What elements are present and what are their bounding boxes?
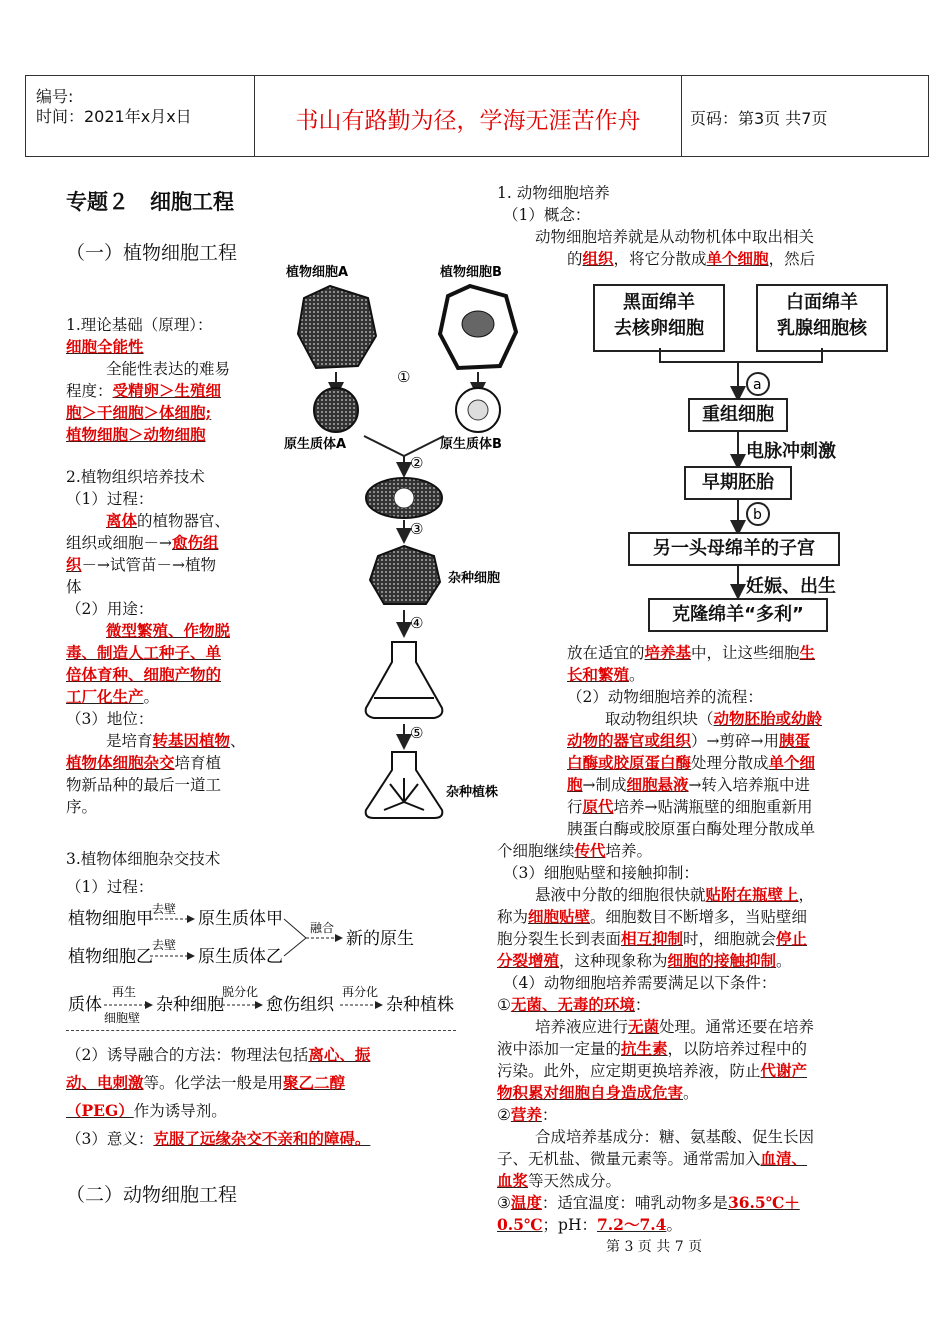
s2-line2 (66, 532, 219, 554)
s3-red-significance: 克服了远缘杂交不亲和的障碍。 (153, 1129, 371, 1148)
s3-p3a: （3）意义： (66, 1130, 154, 1148)
s2-title: 2.植物组织培养技术 (66, 468, 205, 486)
r-red-primary: 原代 (582, 797, 614, 816)
fig-protoB-nucleus (468, 400, 488, 420)
pd-callus: 愈伤组织 (266, 995, 334, 1015)
s3-title: 3.植物体细胞杂交技术 (66, 850, 221, 868)
fig-cellA (298, 286, 376, 368)
r-line24 (497, 1060, 807, 1082)
r-red-trypsin2: 白酶或胶原蛋白酶 (567, 753, 692, 772)
r-red-temp-value1: 36.5℃＋ (727, 1193, 800, 1212)
r-line6 (567, 664, 645, 686)
pd-merge-lines (284, 919, 306, 956)
r18a: 胞分裂生长到表面 (497, 930, 622, 948)
s3-red-peg: 聚乙二醇 (283, 1073, 346, 1092)
r12a: 行 (567, 798, 583, 816)
r-line26 (497, 1104, 557, 1126)
s1-red-order1: 受精卵＞生殖细 (112, 381, 222, 400)
r-red-single1: 单个细 (768, 753, 816, 772)
r-line3: 动物细胞培养就是从动物机体中取出相关 (535, 228, 815, 246)
r19b: ，这种现象称为 (559, 952, 668, 970)
r-line29 (497, 1170, 621, 1192)
s2-line1b: 的植物器官、 (137, 512, 231, 530)
r-line30 (497, 1192, 800, 1214)
r-flow-label: （2）动物细胞培养的流程： (567, 688, 763, 706)
r16b: ， (798, 886, 815, 904)
r5b: 中，让这些细胞 (691, 644, 800, 662)
s2-line3b: －→试管苗－→植物 (81, 556, 216, 574)
clone-box-dolly: 克隆绵羊“多利” (648, 598, 828, 632)
pd-proto2: 原生质体乙 (198, 947, 283, 967)
pd-remove-wall-2: 去壁 (152, 938, 177, 952)
fig-protoA (314, 388, 358, 432)
s2-red-somatic-hybrid: 植物体细胞杂交 (66, 753, 175, 772)
r21a: ① (497, 996, 511, 1014)
r-line17 (497, 906, 807, 928)
fig-protoA-label: 原生质体A (284, 437, 347, 452)
r-line22 (535, 1016, 814, 1038)
clone-step-b: b (753, 507, 762, 523)
s1-line3 (66, 380, 221, 402)
s2-line6 (66, 752, 221, 774)
pd-cell1: 植物细胞甲 (68, 909, 153, 929)
r9b: ）→剪碎→用 (691, 732, 779, 750)
r16a: 悬液中分散的细胞很快就 (535, 886, 706, 904)
header-table (25, 75, 929, 157)
fig-cellB-label: 植物细胞B (440, 265, 502, 280)
r-line8 (605, 708, 822, 730)
r26b: ： (541, 1106, 558, 1124)
r14b: 培养。 (605, 842, 653, 860)
r-red-grow2: 长和繁殖 (567, 665, 630, 684)
r-line23 (497, 1038, 807, 1060)
r-line16 (535, 884, 814, 906)
r-red-antibiotic: 抗生素 (621, 1039, 668, 1058)
r11b: →制成 (582, 776, 627, 794)
clone-box-recombinant: 重组细胞 (688, 398, 788, 432)
r25b: 。 (683, 1084, 699, 1102)
r-line1: 1. 动物细胞培养 (497, 184, 610, 202)
r23a: 液中添加一定量的 (497, 1040, 622, 1058)
r-line31 (497, 1214, 682, 1236)
r17a: 称为 (497, 908, 529, 926)
r-red-contact-inhibition: 细胞的接触抑制 (667, 951, 777, 970)
r-red-tissue: 组织 (582, 249, 614, 268)
s3-red-physical1: 离心、振 (308, 1045, 371, 1064)
clone-box2a: 白面绵羊 (786, 292, 858, 313)
clone-box-uterus: 另一头母绵羊的子宫 (628, 532, 840, 566)
fig-step2: ② (410, 454, 424, 472)
r21b: ： (634, 996, 651, 1014)
s2-red-callus: 愈伤组 (172, 533, 219, 552)
s1-red-order2: 胞＞干细胞＞体细胞; (66, 403, 212, 422)
fig-cellA-label: 植物细胞A (286, 265, 349, 280)
r22a: 培养液应进行 (535, 1018, 629, 1036)
header-cell-left (26, 76, 255, 156)
clone-join-line (660, 348, 822, 362)
r-red-passage: 传代 (574, 841, 606, 860)
r-line25 (497, 1082, 699, 1104)
pd-regen2: 细胞壁 (104, 1011, 141, 1025)
r-adhesion-label: （3）细胞贴壁和接触抑制： (503, 864, 699, 882)
r-line9 (567, 730, 810, 752)
time-label: 时间：2021年x月x日 (36, 107, 192, 126)
clone-box-enucleated-egg (593, 284, 725, 352)
s3-red-peg2: （PEG） (66, 1101, 134, 1120)
s3-p2b: 等。化学法一般是用 (143, 1074, 284, 1092)
s3-p2a: （2）诱导融合的方法：物理法包括 (66, 1046, 309, 1064)
r-red-stop1: 停止 (776, 929, 808, 948)
r-line13: 胰蛋白酶或胶原蛋白酶处理分散成单 (567, 820, 816, 838)
r-red-single-cell: 单个细胞 (706, 249, 769, 268)
r-red-temperature: 温度 (510, 1193, 542, 1212)
s1-line2: 全能性表达的难易 (106, 360, 231, 378)
s3-red-physical2: 动、电刺激 (66, 1073, 144, 1092)
serial-label: 编号: (36, 87, 74, 106)
r24a: 污染。此外，应定期更换培养液，防止 (497, 1062, 761, 1080)
r-line21 (497, 994, 650, 1016)
r4b: ，将它分散成 (613, 250, 707, 268)
clone-box-embryo: 早期胚胎 (684, 466, 792, 500)
r19c: 。 (776, 952, 792, 970)
fig-flask-1 (366, 642, 443, 718)
section-plant-cell-engineering: （一）植物细胞工程 (66, 242, 238, 264)
s2-line2a: 组织或细胞－→ (66, 534, 172, 552)
r-line28 (497, 1148, 807, 1170)
s2-red-use2: 毒、制造人工种子、单 (66, 643, 222, 662)
r-line11 (567, 774, 810, 796)
r31c: 。 (666, 1216, 682, 1234)
r-red-attach: 贴附在瓶壁上 (705, 885, 799, 904)
s2-line3 (66, 554, 216, 576)
page-footer: 第 3 页 共 7 页 (606, 1239, 703, 1255)
r8a: 取动物组织块（ (605, 710, 714, 728)
r29b: 等天然成分。 (528, 1172, 622, 1190)
pd-dedif: 脱分化 (222, 985, 259, 999)
s1-red-order3: 植物细胞＞动物细胞 (66, 425, 206, 444)
fig-merge-lines (364, 436, 444, 456)
fig-step1: ① (397, 368, 411, 386)
r-concept-label: （1）概念： (503, 206, 591, 224)
r-red-temp-value2: 0.5℃ (497, 1215, 543, 1234)
r-red-sterile2: 无菌 (628, 1017, 660, 1036)
clone-box-mammary-nucleus (756, 284, 888, 352)
r10b: 处理分散成 (691, 754, 769, 772)
r-red-medium: 培养基 (644, 643, 692, 662)
s2-line7: 物新品种的最后一道工 (66, 776, 222, 794)
r26a: ② (497, 1106, 511, 1124)
s2-red-use4: 工厂化生产 (66, 687, 144, 706)
s3-line-p2c (66, 1100, 227, 1122)
s2-red-callus2: 织 (66, 555, 82, 574)
r-red-metabolite1: 代谢产 (760, 1061, 808, 1080)
clone-step-a: a (753, 377, 762, 393)
fig-hybrid-plant-label: 杂种植株 (446, 785, 499, 800)
r31b: ；pH： (542, 1216, 597, 1234)
r-conditions-label: （4）动物细胞培养需要满足以下条件： (503, 974, 777, 992)
clone-pregnancy-label: 妊娠、出生 (746, 576, 836, 597)
s2-line-use4: 工厂化生产。 (66, 687, 160, 706)
s2-red-isolated: 离体 (106, 511, 138, 530)
fig-step4: ④ (410, 614, 424, 632)
s3-line-p2a (66, 1044, 370, 1066)
r17b: 。细胞数目不断增多，当贴壁细 (590, 908, 808, 926)
s2-line4: 体 (66, 578, 82, 596)
r-line27: 合成培养基成分：糖、氨基酸、促生长因 (535, 1128, 815, 1146)
s1-red-totipotency: 细胞全能性 (66, 337, 144, 356)
r-line10 (567, 752, 815, 774)
r22b: 处理。通常还要在培养 (659, 1018, 815, 1036)
s2-line8: 序。 (66, 798, 98, 816)
s2-line5: 是培育转基因植物、 (106, 731, 246, 750)
r-red-trypsin1: 胰蛋 (779, 731, 811, 750)
r-line18 (497, 928, 807, 950)
s3-process-label: （1）过程： (66, 878, 154, 896)
r4a: 的 (567, 250, 583, 268)
s2-red-transgenic: 转基因植物 (152, 731, 231, 750)
plant-cell-fusion-figure (280, 262, 540, 822)
fig-protoB-label: 原生质体B (440, 437, 502, 452)
s3-p2c: 作为诱导剂。 (133, 1102, 227, 1120)
s2-line6b: 培育植 (174, 754, 222, 772)
s3-line-p2b (66, 1072, 345, 1094)
r-red-stop2: 分裂增殖 (497, 951, 560, 970)
r5a: 放在适宜的 (567, 644, 645, 662)
pd-row3-a: 质体 (68, 995, 102, 1015)
r-red-ph: 7.2～7.4 (597, 1215, 667, 1234)
fig-step3: ③ (410, 520, 424, 538)
s2-line1 (106, 510, 230, 532)
r-red-serum: 血清、 (760, 1149, 808, 1168)
s2-process-label: （1）过程： (66, 490, 154, 508)
clone-box1a: 黑面绵羊 (623, 292, 695, 313)
pd-redif: 再分化 (342, 985, 379, 999)
s2-line5a: 是培育 (106, 732, 153, 750)
pd-fuse: 融合 (310, 921, 335, 935)
r-line14 (497, 840, 652, 862)
fig-hybrid-cell-label: 杂种细胞 (448, 571, 501, 586)
s2-red-use3: 倍体育种、细胞产物的 (66, 665, 222, 684)
clone-box1b: 去核卵细胞 (614, 318, 704, 339)
fig-hybrid-cell (370, 546, 440, 604)
r-line12 (567, 796, 813, 818)
pd-plant: 杂种植株 (386, 995, 454, 1015)
r23b: ，以防培养过程中的 (667, 1040, 808, 1058)
r30a: ③ (497, 1194, 511, 1212)
r-red-plasma: 血浆 (497, 1171, 529, 1190)
r-red-suspension: 细胞悬液 (626, 775, 689, 794)
r-red-mutual: 相互抑制 (621, 929, 684, 948)
s1-line1: 1.理论基础（原理）： (66, 316, 213, 334)
s2-red-use1: 微型繁殖、作物脱 (106, 621, 231, 640)
r-line19 (497, 950, 792, 972)
r-line5 (567, 642, 815, 664)
hybridization-process-diagram (62, 898, 462, 1028)
r-red-single2: 胞 (567, 775, 583, 794)
r-red-embryo: 动物胚胎或幼龄 (713, 709, 823, 728)
pd-hybrid: 杂种细胞 (156, 995, 224, 1015)
r4c: ，然后 (768, 250, 816, 268)
fig-fusing-nucleus (394, 488, 414, 508)
r28a: 子、无机盐、微量元素等。通常需加入 (497, 1150, 761, 1168)
r-red-organ: 动物的器官或组织 (567, 731, 692, 750)
s3-line-p3 (66, 1128, 370, 1150)
r-line4 (567, 248, 815, 270)
s2-use-label: （2）用途： (66, 600, 154, 618)
r12b: 培养→贴满瓶壁的细胞重新用 (613, 798, 813, 816)
r-red-adhesion: 细胞贴壁 (528, 907, 591, 926)
r18b: 时，细胞就会 (683, 930, 777, 948)
topic-title: 专题２ 细胞工程 (66, 190, 234, 214)
fig-cellB-nucleus (462, 311, 494, 337)
header-cell-center (255, 76, 682, 156)
clone-shock-label: 电脉冲刺激 (746, 441, 836, 462)
r30b: ：适宜温度：哺乳动物多是 (541, 1194, 728, 1212)
r14a: 个细胞继续 (497, 842, 575, 860)
r6b: 。 (629, 666, 645, 684)
r-red-grow1: 生 (799, 643, 816, 662)
pd-proto1: 原生质体甲 (198, 909, 283, 929)
s2-status-label: （3）地位： (66, 710, 154, 728)
pd-remove-wall-1: 去壁 (152, 902, 177, 916)
r-red-metabolite2: 物积累对细胞自身造成危害 (497, 1083, 684, 1102)
pd-divider (66, 1030, 456, 1031)
section-animal-cell-engineering: （二）动物细胞工程 (66, 1184, 238, 1206)
r11c: →转入培养瓶中进 (688, 776, 811, 794)
fig-step5: ⑤ (410, 724, 424, 742)
page-label: 页码：第3页 共7页 (690, 109, 828, 128)
motto: 书山有路勤为径，学海无涯苦作舟 (295, 108, 641, 134)
pd-cell2: 植物细胞乙 (68, 947, 153, 967)
r-red-nutrition: 营养 (510, 1105, 542, 1124)
s1-degree-label: 程度： (66, 382, 113, 400)
pd-new-proto: 新的原生 (346, 929, 414, 949)
clone-box2b: 乳腺细胞核 (777, 318, 867, 339)
pd-regen1: 再生 (112, 985, 137, 999)
r-red-sterile: 无菌、无毒的环境 (510, 995, 635, 1014)
